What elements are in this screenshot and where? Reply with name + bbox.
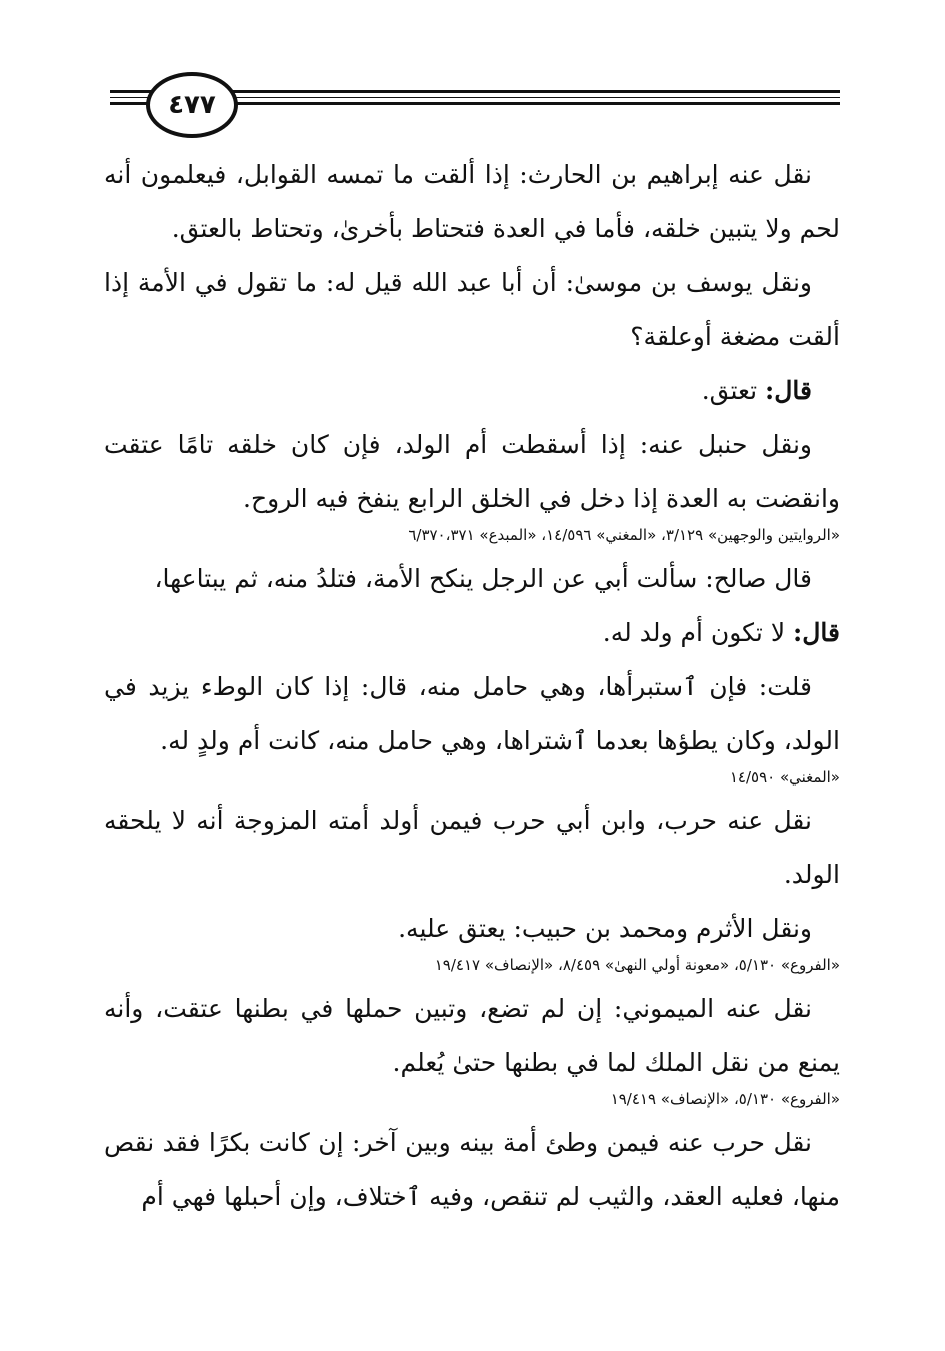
- page-body: [104, 148, 840, 1224]
- source-reference: «الروايتين والوجهين» ٣/١٢٩، «المغني» ١٤/٥٩٦، «المبدع» ٦/٣٧٠،٣٧١: [408, 526, 840, 544]
- paragraph-text: نقل عنه الميموني: إن لم تضع، وتبين حملها في بطنها عتقت، وأنه يمنع من نقل الملك لما في بطنها حتىٰ يُعلم.: [104, 994, 840, 1077]
- paragraph: [104, 418, 840, 526]
- paragraph-text: قلت: فإن ٱستبرأها، وهي حامل منه، قال: إذا كان الوطء يزيد في الولد، وكان يطؤها بعدما ٱشتراها، وهي حامل منه، كانت أم ولدٍ له.: [104, 672, 840, 755]
- paragraph: [104, 982, 840, 1090]
- paragraph: [104, 256, 840, 364]
- paragraph: [104, 606, 840, 660]
- paragraph-text: لا تكون أم ولد له.: [602, 618, 794, 647]
- said-label: قال:: [793, 618, 840, 647]
- paragraph-text: تعتق.: [701, 376, 766, 405]
- paragraph-text: نقل حرب عنه فيمن وطئ أمة بينه وبين آخر: إن كانت بكرًا فقد نقص منها، فعليه العقد، والثيب لم تنقص، وفيه ٱختلاف، وإن أحبلها فهي أم: [104, 1128, 840, 1211]
- paragraph-text: ونقل يوسف بن موسىٰ: أن أبا عبد الله قيل له: ما تقول في الأمة إذا ألقت مضغة أوعلقة؟: [104, 268, 840, 351]
- paragraph: [104, 552, 840, 606]
- page-number-badge: [146, 72, 238, 138]
- page-number: ٤٧٧: [168, 90, 216, 120]
- paragraph: [104, 1116, 840, 1224]
- paragraph: [104, 902, 840, 956]
- paragraph-text: نقل عنه حرب، وابن أبي حرب فيمن أولد أمته المزوجة أنه لا يلحقه الولد.: [104, 806, 840, 889]
- paragraph: [104, 794, 840, 902]
- source-reference: «الفروع» ٥/١٣٠، «الإنصاف» ١٩/٤١٩: [610, 1090, 840, 1108]
- paragraph-text: ونقل الأثرم ومحمد بن حبيب: يعتق عليه.: [398, 914, 812, 943]
- said-label: قال:: [765, 376, 812, 405]
- paragraph-text: ونقل حنبل عنه: إذا أسقطت أم الولد، فإن كان خلقه تامًا عتقت وانقضت به العدة إذا دخل في الخلق الرابع ينفخ فيه الروح.: [104, 430, 840, 513]
- page-header: [110, 66, 840, 136]
- source-reference: «المغني» ١٤/٥٩٠: [729, 768, 840, 786]
- paragraph: [104, 148, 840, 256]
- paragraph: [104, 660, 840, 768]
- paragraph: [104, 364, 840, 418]
- paragraph-text: نقل عنه إبراهيم بن الحارث: إذا ألقت ما تمسه القوابل، فيعلمون أنه لحم ولا يتبين خلقه، فأما في العدة فتحتاط بأخرىٰ، وتحتاط بالعتق.: [104, 160, 840, 243]
- paragraph-text: قال صالح: سألت أبي عن الرجل ينكح الأمة، فتلدُ منه، ثم يبتاعها،: [154, 564, 812, 593]
- source-reference: «الفروع» ٥/١٣٠، «معونة أولي النهىٰ» ٨/٤٥٩، «الإنصاف» ١٩/٤١٧: [434, 956, 840, 974]
